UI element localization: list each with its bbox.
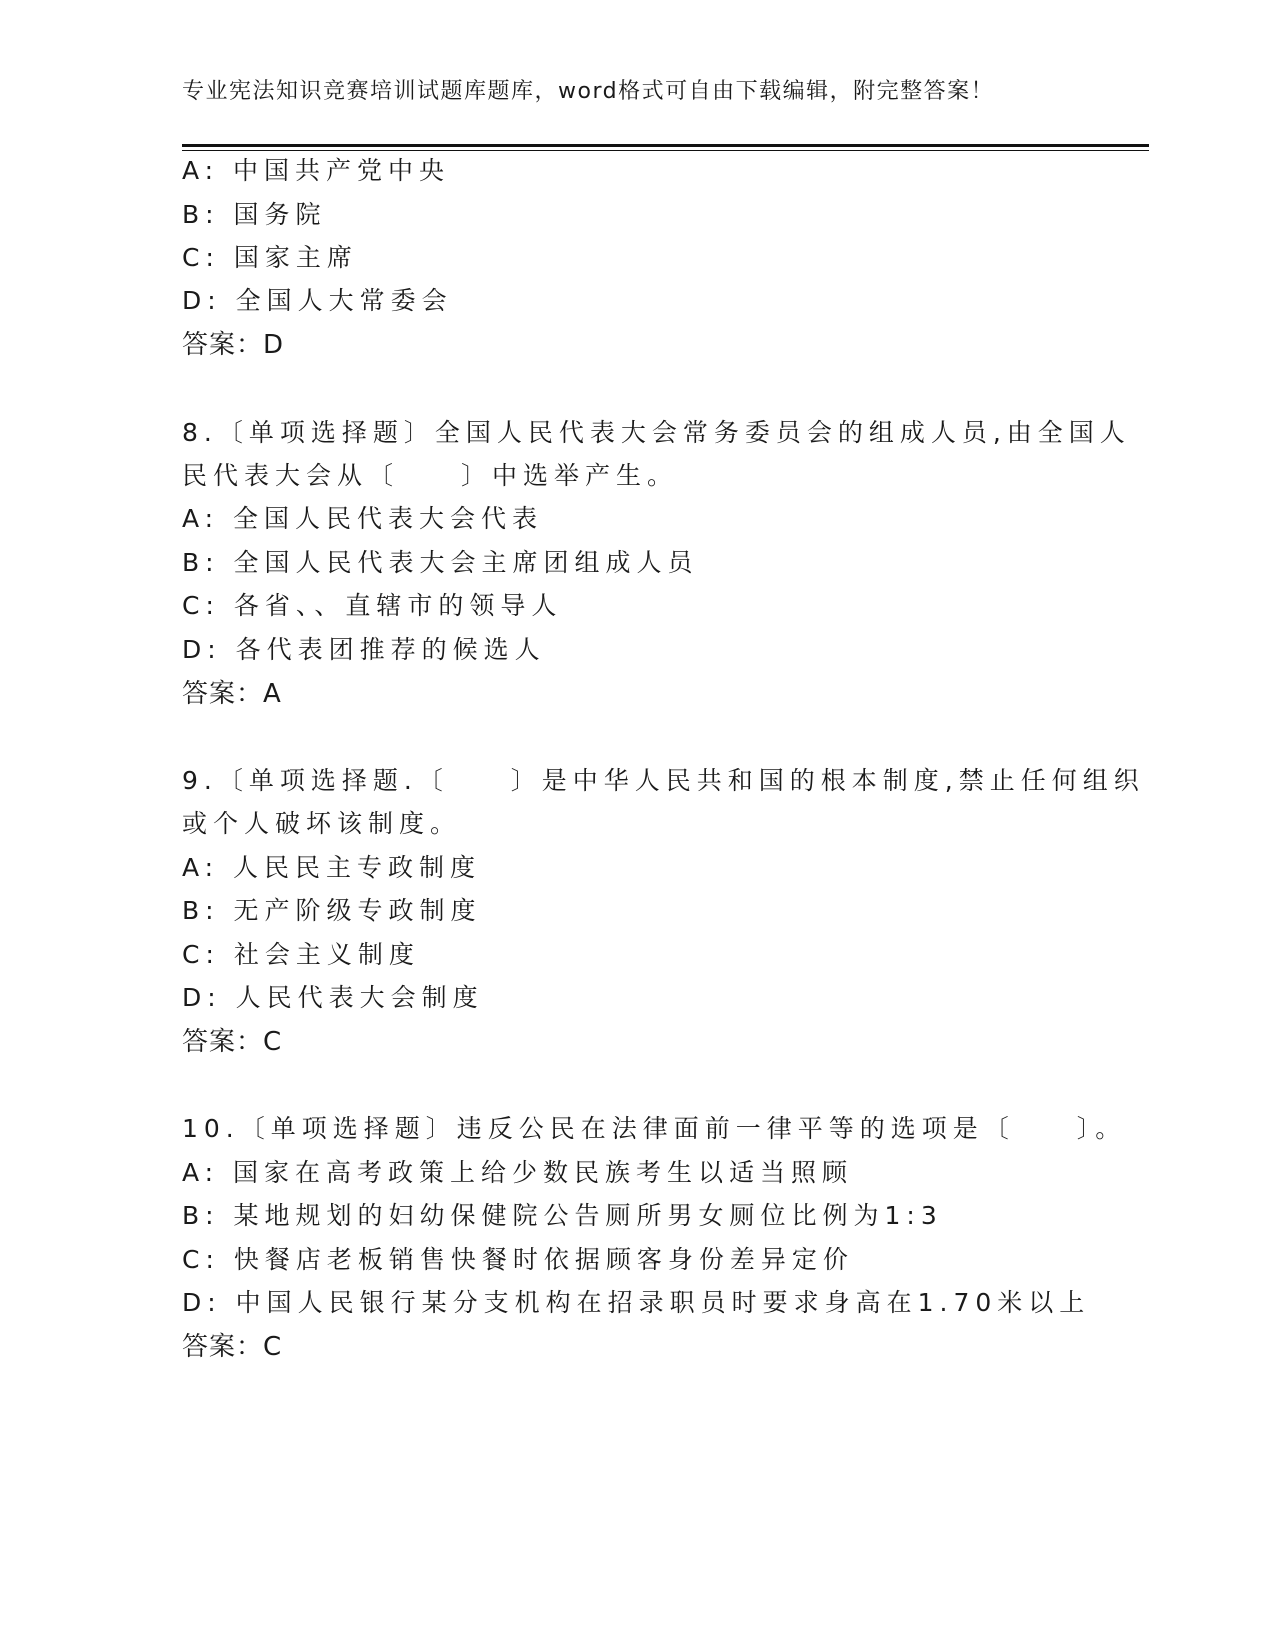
q9-answer: 答案：C (182, 1027, 283, 1057)
q10-option-b: B: 某地规划的妇幼保健院公告厕所男女厕位比例为1:3 (182, 1201, 943, 1230)
q8-stem-line1: 8.〔单项选择题〕全国人民代表大会常务委员会的组成人员,由全国人 (182, 418, 1131, 447)
q9-stem-line1: 9.〔单项选择题.〔 〕是中华人民共和国的根本制度,禁止任何组织 (182, 766, 1145, 795)
q10-option-c: C: 快餐店老板销售快餐时依据顾客身份差异定价 (182, 1245, 854, 1274)
header-rule-thick (182, 144, 1149, 147)
q9-option-a: A: 人民民主专政制度 (182, 853, 482, 882)
q10-stem-line1: 10.〔单项选择题〕违反公民在法律面前一律平等的选项是〔 〕。 (182, 1114, 1127, 1143)
q7-option-b: B: 国务院 (182, 200, 327, 229)
q9-option-b: B: 无产阶级专政制度 (182, 896, 482, 925)
q7-option-d: D: 全国人大常委会 (182, 286, 453, 315)
q8-option-a: A: 全国人民代表大会代表 (182, 504, 544, 533)
q8-answer: 答案：A (182, 679, 282, 709)
header-rule-thin (182, 150, 1149, 151)
q10-answer: 答案：C (182, 1332, 283, 1362)
q7-option-a: A: 中国共产党中央 (182, 156, 451, 185)
q8-option-b: B: 全国人民代表大会主席团组成人员 (182, 548, 699, 577)
q9-option-c: C: 社会主义制度 (182, 940, 420, 969)
q10-option-a: A: 国家在高考政策上给少数民族考生以适当照顾 (182, 1158, 854, 1187)
q9-option-d: D: 人民代表大会制度 (182, 983, 484, 1012)
page-header: 专业宪法知识竞赛培训试题库题库，word格式可自由下载编辑，附完整答案！ (182, 79, 995, 104)
q10-option-d: D: 中国人民银行某分支机构在招录职员时要求身高在1.70米以上 (182, 1288, 1091, 1317)
q8-option-c: C: 各省、、直辖市的领导人 (182, 591, 563, 620)
q7-answer: 答案：D (182, 330, 285, 360)
q8-option-d: D: 各代表团推荐的候选人 (182, 635, 546, 664)
q9-stem-line2: 或个人破坏该制度。 (182, 809, 462, 838)
q7-option-c: C: 国家主席 (182, 243, 358, 272)
q8-stem-line2: 民代表大会从〔 〕中选举产生。 (182, 461, 679, 490)
